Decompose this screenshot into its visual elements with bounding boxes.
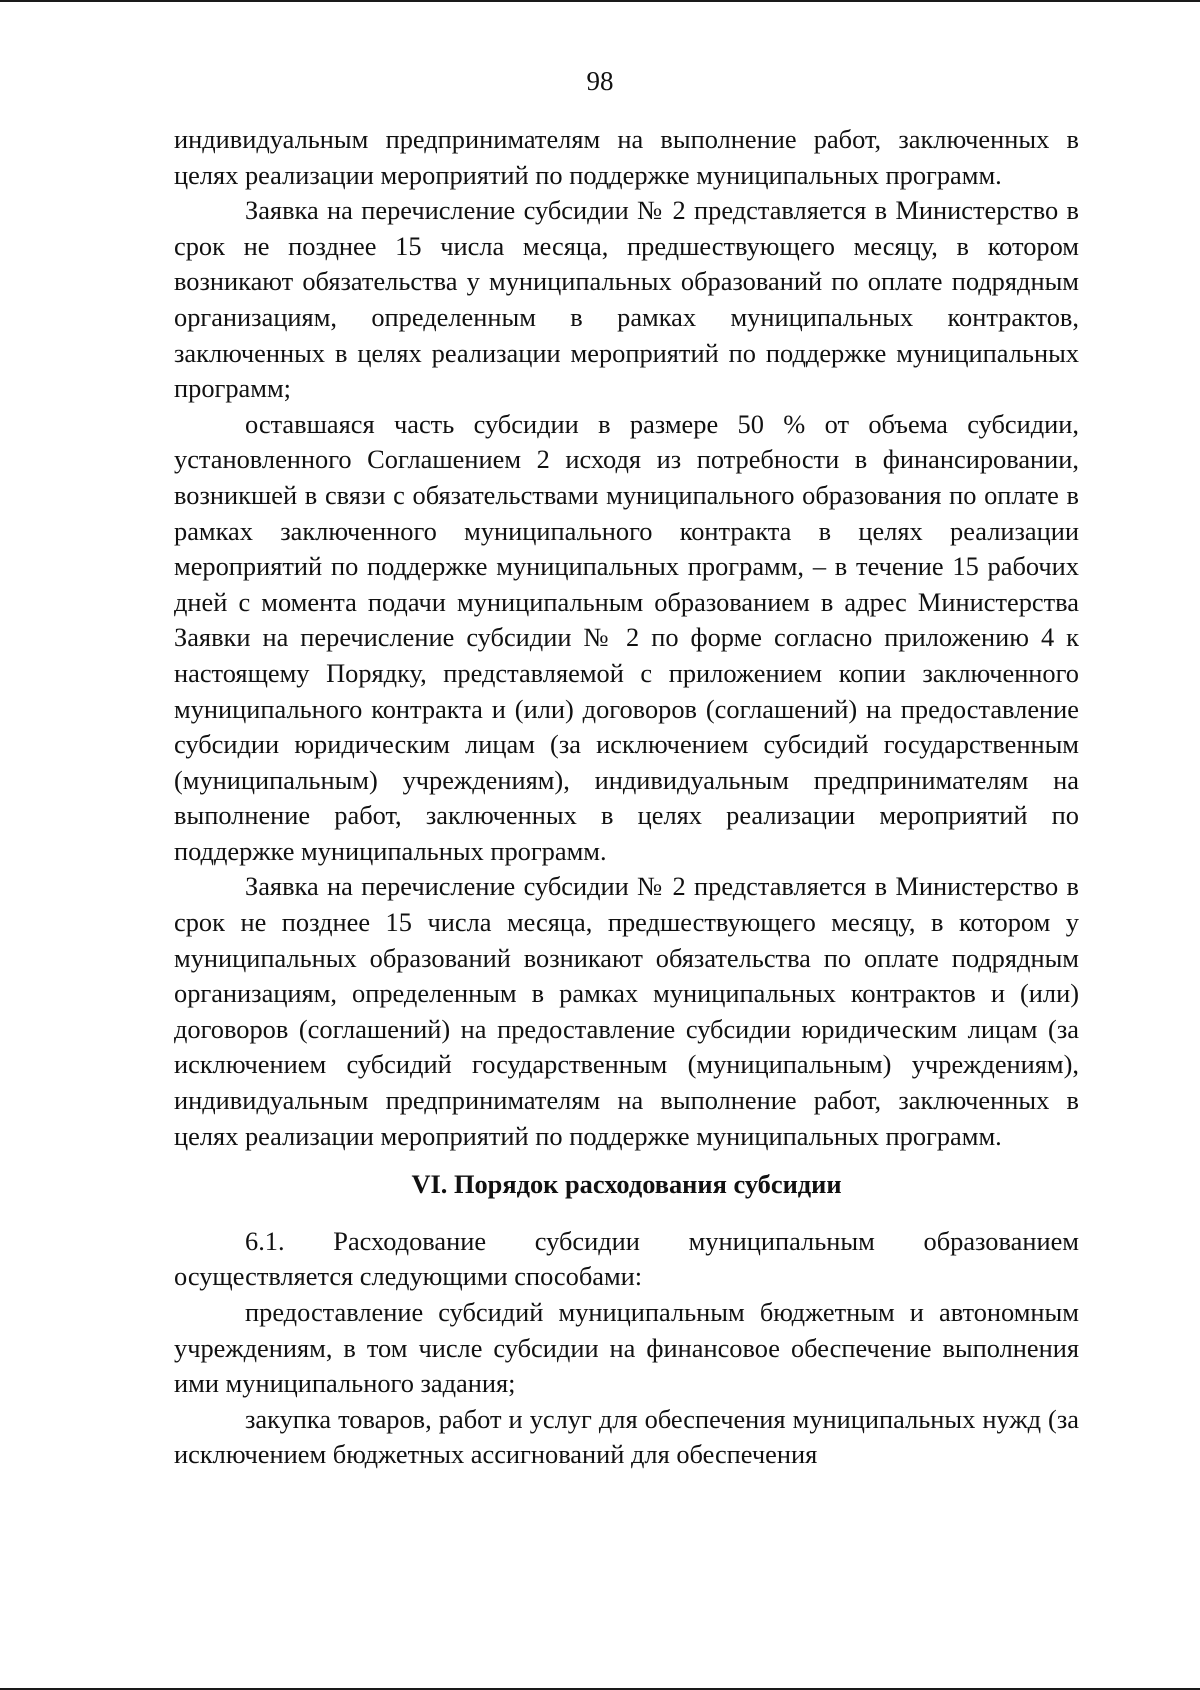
paragraph-procurement: закупка товаров, работ и услуг для обеспечения муниципальных нужд (за исключением бюджетных ассигнований для обеспечения <box>174 1403 1079 1470</box>
paragraph-clause-6-1: 6.1. Расходование субсидии муниципальным образованием осуществляется следующими способами: <box>174 1225 1079 1292</box>
paragraph-continuation: индивидуальным предпринимателям на выполнение работ, заключенных в целях реализации мероприятий по поддержке муниципальных программ. <box>174 124 1079 190</box>
paragraph-remaining-subsidy: оставшаяся часть субсидии в размере 50 % от объема субсидии, установленного Соглашением 2 исходя из потребности в финансировании, возникшей в связи с обязательствами муниципального образования по оплате в рамках заключенного муниципального контракта в целях реализации мероприятий по поддержке муниципальных программ, – в течение 15 рабочих дней с момента подачи муниципальным образованием в адрес Министерства Заявки на перечисление субсидии № 2 по форме согласно приложению 4 к настоящему Порядку, представляемой с приложением копии заключенного муниципального контракта и (или) договоров (соглашений) на предоставление субсидии юридическим лицам (за исключением субсидий государственным (муниципальным) учреждениям), индивидуальным предпринимателям на выполнение работ, заключенных в целях реализации мероприятий по поддержке муниципальных программ. <box>174 408 1079 866</box>
section-heading: VI. Порядок расходования субсидии <box>411 1169 842 1200</box>
paragraph-subsidies-institutions: предоставление субсидий муниципальным бюджетным и автономным учреждениям, в том числе субсидии на финансовое обеспечение выполнения ими муниципального задания; <box>174 1297 1079 1399</box>
page-number: 98 <box>586 66 614 96</box>
paragraph-application-deadline-2: Заявка на перечисление субсидии № 2 представляется в Министерство в срок не позднее 15 числа месяца, предшествующего месяцу, в котором у муниципальных образований возникают обязательства по оплате подрядным организациям, определенным в рамках муниципальных контрактов и (или) договоров (соглашений) на предоставление субсидии юридическим лицам (за исключением субсидий государственным (муниципальным) учреждениям), индивидуальным предпринимателям на выполнение работ, заключенных в целях реализации мероприятий по поддержке муниципальных программ. <box>174 871 1079 1151</box>
document-body <box>174 122 1079 1473</box>
paragraph-application-deadline: Заявка на перечисление субсидии № 2 представляется в Министерство в срок не позднее 15 числа месяца, предшествующего месяцу, в котором возникают обязательства у муниципальных образований по оплате подрядным организациям, определенным в рамках муниципальных контрактов, заключенных в целях реализации мероприятий по поддержке муниципальных программ; <box>174 195 1079 404</box>
